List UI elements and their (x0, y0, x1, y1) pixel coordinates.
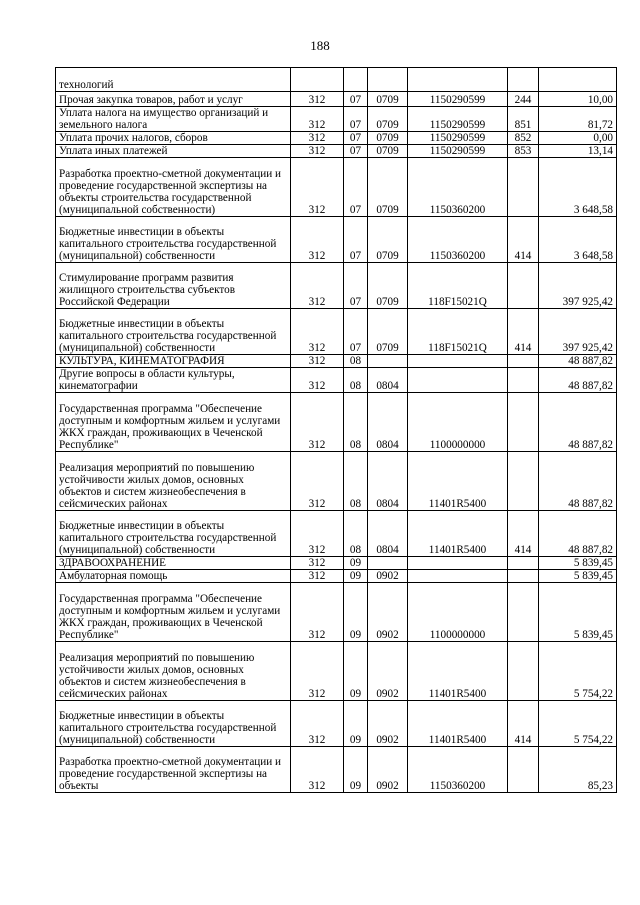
row-vr-cell: 414 (508, 217, 539, 263)
row-name-cell: Государственная программа "Обеспечение доступным и комфортным жильем и услугами ЖКХ граждан, проживающих в Чеченской Республике" (56, 393, 291, 452)
row-code-cell: 312 (291, 642, 344, 701)
row-vr-cell (508, 355, 539, 368)
table-row (56, 368, 617, 393)
row-section-cell: 07 (344, 309, 368, 355)
row-name-cell: Уплата налога на имущество организаций и земельного налога (56, 107, 291, 132)
row-amount-cell: 48 887,82 (539, 452, 617, 511)
row-code-cell: 312 (291, 158, 344, 217)
row-target-cell: 118F15021Q (408, 263, 508, 309)
row-code-cell: 312 (291, 107, 344, 132)
row-vr-cell (508, 263, 539, 309)
row-code-cell: 312 (291, 701, 344, 747)
row-name-cell: Амбулаторная помощь (56, 570, 291, 583)
row-vr-cell: 414 (508, 511, 539, 557)
row-code-cell: 312 (291, 92, 344, 107)
row-code-cell: 312 (291, 511, 344, 557)
row-section-cell: 09 (344, 570, 368, 583)
row-subsection-cell: 0709 (368, 309, 408, 355)
row-target-cell: 118F15021Q (408, 309, 508, 355)
row-amount-cell: 5 839,45 (539, 570, 617, 583)
row-name-cell: ЗДРАВООХРАНЕНИЕ (56, 557, 291, 570)
row-subsection-cell: 0804 (368, 393, 408, 452)
row-section-cell: 09 (344, 583, 368, 642)
row-vr-cell: 852 (508, 132, 539, 145)
table-row (56, 393, 617, 452)
row-name-cell: Бюджетные инвестиции в объекты капитального строительства государственной (муниципальной) собственности (56, 701, 291, 747)
row-target-cell: 1150360200 (408, 747, 508, 793)
row-code-cell: 312 (291, 557, 344, 570)
row-amount-cell: 0,00 (539, 132, 617, 145)
row-name-cell: Стимулирование программ развития жилищного строительства субъектов Российской Федерации (56, 263, 291, 309)
row-amount-cell: 5 839,45 (539, 557, 617, 570)
table-row (56, 511, 617, 557)
table-row (56, 217, 617, 263)
row-section-cell: 09 (344, 701, 368, 747)
row-vr-cell (508, 368, 539, 393)
row-name-cell: Бюджетные инвестиции в объекты капитального строительства государственной (муниципальной) собственности (56, 309, 291, 355)
row-vr-cell (508, 642, 539, 701)
row-subsection-cell: 0709 (368, 217, 408, 263)
row-section-cell: 07 (344, 145, 368, 158)
row-target-cell: 11401R5400 (408, 701, 508, 747)
row-vr-cell (508, 583, 539, 642)
row-name-cell: Разработка проектно-сметной документации и проведение государственной экспертизы на объекты строительства государственной (муниципальной собственности) (56, 158, 291, 217)
row-target-cell: 1150290599 (408, 132, 508, 145)
row-vr-cell (508, 747, 539, 793)
row-subsection-cell: 0804 (368, 368, 408, 393)
row-subsection-cell: 0709 (368, 145, 408, 158)
row-amount-cell: 48 887,82 (539, 355, 617, 368)
row-target-cell: 1100000000 (408, 393, 508, 452)
row-subsection-cell: 0709 (368, 107, 408, 132)
row-target-cell: 1150360200 (408, 158, 508, 217)
row-vr-cell (508, 452, 539, 511)
page-number: 188 (310, 38, 330, 53)
row-amount-cell: 48 887,82 (539, 368, 617, 393)
table-row (56, 583, 617, 642)
row-target-cell: 1150290599 (408, 145, 508, 158)
row-target-cell (408, 355, 508, 368)
row-subsection-cell: 0902 (368, 570, 408, 583)
row-vr-cell: 851 (508, 107, 539, 132)
row-name-cell: Бюджетные инвестиции в объекты капитального строительства государственной (муниципальной) собственности (56, 217, 291, 263)
row-section-cell: 07 (344, 132, 368, 145)
row-name-cell: технологий (56, 68, 291, 92)
row-amount-cell: 5 839,45 (539, 583, 617, 642)
row-section-cell: 08 (344, 452, 368, 511)
table-row (56, 747, 617, 793)
row-section-cell: 07 (344, 158, 368, 217)
table-body (56, 68, 617, 793)
table-row (56, 642, 617, 701)
row-section-cell: 07 (344, 92, 368, 107)
row-subsection-cell: 0804 (368, 511, 408, 557)
row-subsection-cell (368, 557, 408, 570)
row-target-cell: 1150290599 (408, 107, 508, 132)
row-target-cell: 1150290599 (408, 92, 508, 107)
row-code-cell: 312 (291, 452, 344, 511)
row-code-cell: 312 (291, 217, 344, 263)
row-section-cell: 08 (344, 368, 368, 393)
row-vr-cell: 853 (508, 145, 539, 158)
row-name-cell: Реализация мероприятий по повышению устойчивости жилых домов, основных объектов и систем жизнеобеспечения в сейсмических районах (56, 452, 291, 511)
row-name-cell: КУЛЬТУРА, КИНЕМАТОГРАФИЯ (56, 355, 291, 368)
row-vr-cell: 414 (508, 309, 539, 355)
row-vr-cell (508, 570, 539, 583)
table-row (56, 701, 617, 747)
row-section-cell: 07 (344, 217, 368, 263)
row-subsection-cell (368, 68, 408, 92)
table-row (56, 557, 617, 570)
row-subsection-cell: 0902 (368, 747, 408, 793)
row-name-cell: Бюджетные инвестиции в объекты капитального строительства государственной (муниципальной) собственности (56, 511, 291, 557)
row-code-cell: 312 (291, 747, 344, 793)
row-section-cell: 08 (344, 355, 368, 368)
row-vr-cell (508, 393, 539, 452)
row-section-cell: 09 (344, 642, 368, 701)
row-code-cell: 312 (291, 309, 344, 355)
row-amount-cell: 3 648,58 (539, 217, 617, 263)
row-code-cell: 312 (291, 132, 344, 145)
row-section-cell: 08 (344, 511, 368, 557)
row-amount-cell: 10,00 (539, 92, 617, 107)
row-target-cell (408, 570, 508, 583)
table-row (56, 355, 617, 368)
table-row (56, 309, 617, 355)
row-code-cell: 312 (291, 570, 344, 583)
row-target-cell (408, 68, 508, 92)
row-code-cell: 312 (291, 355, 344, 368)
row-amount-cell: 48 887,82 (539, 511, 617, 557)
row-vr-cell: 244 (508, 92, 539, 107)
row-name-cell: Уплата иных платежей (56, 145, 291, 158)
table-row (56, 132, 617, 145)
table-row (56, 452, 617, 511)
row-amount-cell: 48 887,82 (539, 393, 617, 452)
row-amount-cell: 5 754,22 (539, 701, 617, 747)
row-vr-cell (508, 158, 539, 217)
row-subsection-cell: 0902 (368, 583, 408, 642)
table-row (56, 158, 617, 217)
row-section-cell (344, 68, 368, 92)
row-subsection-cell: 0709 (368, 158, 408, 217)
table-row (56, 145, 617, 158)
row-section-cell: 09 (344, 747, 368, 793)
row-code-cell (291, 68, 344, 92)
row-amount-cell: 13,14 (539, 145, 617, 158)
row-subsection-cell: 0902 (368, 701, 408, 747)
row-target-cell (408, 368, 508, 393)
row-vr-cell (508, 557, 539, 570)
row-subsection-cell: 0804 (368, 452, 408, 511)
row-target-cell: 1150360200 (408, 217, 508, 263)
row-code-cell: 312 (291, 263, 344, 309)
row-subsection-cell (368, 355, 408, 368)
row-subsection-cell: 0902 (368, 642, 408, 701)
row-name-cell: Уплата прочих налогов, сборов (56, 132, 291, 145)
row-name-cell: Реализация мероприятий по повышению устойчивости жилых домов, основных объектов и систем жизнеобеспечения в сейсмических районах (56, 642, 291, 701)
row-vr-cell: 414 (508, 701, 539, 747)
table-row (56, 107, 617, 132)
row-amount-cell: 397 925,42 (539, 263, 617, 309)
row-section-cell: 09 (344, 557, 368, 570)
row-subsection-cell: 0709 (368, 132, 408, 145)
row-section-cell: 07 (344, 107, 368, 132)
row-amount-cell (539, 68, 617, 92)
row-amount-cell: 3 648,58 (539, 158, 617, 217)
row-code-cell: 312 (291, 145, 344, 158)
row-target-cell: 11401R5400 (408, 452, 508, 511)
row-target-cell: 11401R5400 (408, 642, 508, 701)
budget-table (55, 67, 617, 793)
row-target-cell (408, 557, 508, 570)
row-name-cell: Прочая закупка товаров, работ и услуг (56, 92, 291, 107)
row-amount-cell: 81,72 (539, 107, 617, 132)
row-code-cell: 312 (291, 393, 344, 452)
row-section-cell: 08 (344, 393, 368, 452)
table-row (56, 92, 617, 107)
row-target-cell: 11401R5400 (408, 511, 508, 557)
row-vr-cell (508, 68, 539, 92)
row-target-cell: 1100000000 (408, 583, 508, 642)
row-subsection-cell: 0709 (368, 263, 408, 309)
table-row (56, 570, 617, 583)
row-name-cell: Государственная программа "Обеспечение доступным и комфортным жильем и услугами ЖКХ граждан, проживающих в Чеченской Республике" (56, 583, 291, 642)
row-section-cell: 07 (344, 263, 368, 309)
table-row (56, 68, 617, 92)
row-code-cell: 312 (291, 583, 344, 642)
row-subsection-cell: 0709 (368, 92, 408, 107)
row-name-cell: Разработка проектно-сметной документации и проведение государственной экспертизы на объекты (56, 747, 291, 793)
row-name-cell: Другие вопросы в области культуры, кинематографии (56, 368, 291, 393)
row-code-cell: 312 (291, 368, 344, 393)
row-amount-cell: 5 754,22 (539, 642, 617, 701)
table-row (56, 263, 617, 309)
row-amount-cell: 397 925,42 (539, 309, 617, 355)
row-amount-cell: 85,23 (539, 747, 617, 793)
